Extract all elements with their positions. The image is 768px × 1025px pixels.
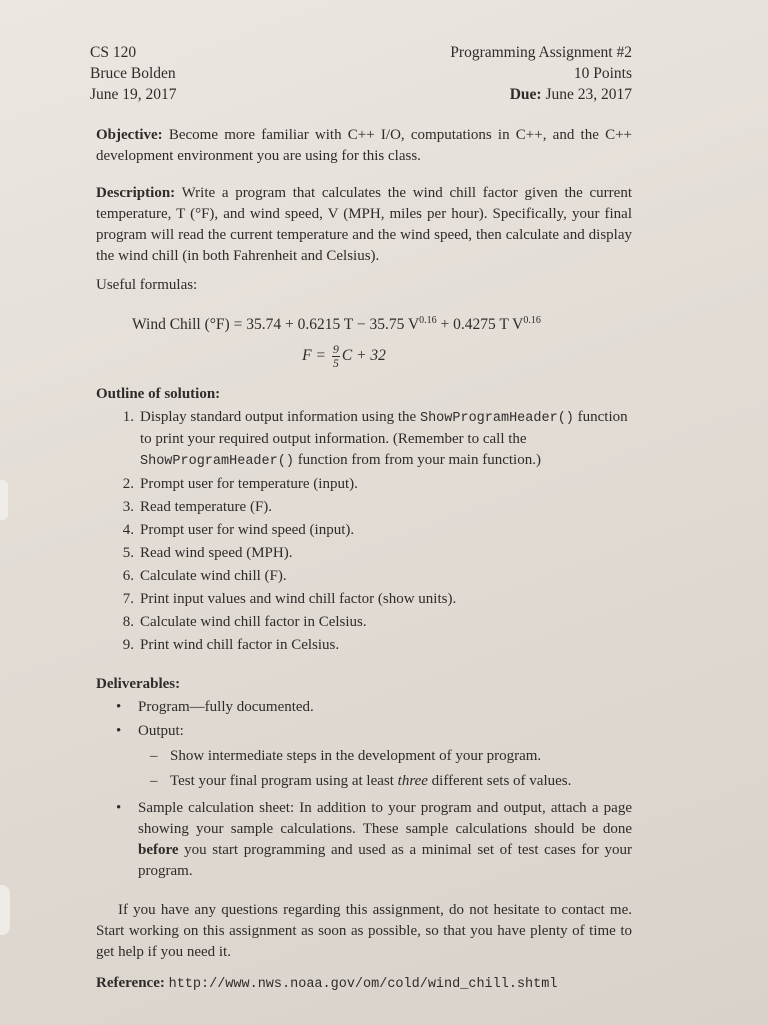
item-number: 4. bbox=[122, 522, 134, 538]
formula-part: F = bbox=[302, 347, 326, 365]
list-item bbox=[104, 589, 632, 610]
code-function-name: ShowProgramHeader() bbox=[419, 411, 574, 426]
due-date: June 23, 2017 bbox=[545, 86, 632, 103]
objective-label: Objective: bbox=[96, 127, 163, 143]
text-part: you start programming and used as a minimal set of test cases for your program. bbox=[138, 842, 632, 879]
fraction bbox=[332, 343, 340, 370]
item-number: 1. bbox=[122, 409, 134, 425]
description bbox=[96, 183, 632, 267]
closing-paragraph: If you have any questions regarding this assignment, do not hesitate to contact me. Start working on this assignment as soon as possible, so that you have plenty of time to get help if you need it. bbox=[96, 902, 632, 960]
dash-icon: – bbox=[150, 773, 158, 789]
conversion-formula bbox=[56, 343, 632, 370]
list-item bbox=[104, 474, 632, 495]
points: 10 Points bbox=[573, 65, 632, 82]
description-label: Description: bbox=[96, 185, 176, 201]
paper-edge bbox=[0, 480, 8, 520]
list-item bbox=[116, 697, 632, 718]
text-part: function to print your required output information. (Remember to call the bbox=[140, 409, 628, 447]
item-number: 5. bbox=[122, 545, 134, 561]
header-left bbox=[90, 42, 177, 105]
formula-part: + 0.4275 T V bbox=[436, 316, 524, 333]
item-text: Calculate wind chill (F). bbox=[140, 568, 287, 584]
list-item bbox=[116, 798, 632, 882]
header-right bbox=[450, 42, 632, 105]
outline-label: Outline of solution: bbox=[96, 386, 221, 402]
item-text: Calculate wind chill factor in Celsius. bbox=[140, 614, 367, 630]
paper-edge bbox=[0, 885, 10, 935]
item-text: Output: bbox=[138, 723, 184, 739]
due-label: Due: bbox=[509, 86, 542, 103]
list-item bbox=[104, 612, 632, 633]
reference-url[interactable]: http://www.nws.noaa.gov/om/cold/wind_chill.shtml bbox=[168, 977, 558, 992]
numerator: 9 bbox=[332, 342, 339, 356]
list-item bbox=[104, 407, 632, 472]
item-text: Read wind speed (MPH). bbox=[140, 545, 293, 561]
text-part: Display standard output information using the bbox=[140, 409, 420, 425]
deliverables-label: Deliverables: bbox=[96, 676, 181, 692]
list-item bbox=[104, 635, 632, 656]
item-text: Print wind chill factor in Celsius. bbox=[140, 637, 340, 653]
author: Bruce Bolden bbox=[90, 65, 176, 82]
formula-exponent: 0.16 bbox=[523, 314, 541, 326]
item-text: Prompt user for temperature (input). bbox=[140, 476, 358, 492]
item-text bbox=[170, 771, 571, 792]
deliverables-list bbox=[116, 697, 632, 882]
item-text bbox=[138, 798, 632, 882]
bullet-icon: • bbox=[116, 699, 122, 715]
text-part: function from from your main function.) bbox=[293, 452, 541, 468]
objective-text: Become more familiar with C++ I/O, computations in C++, and the C++ development environment you are using for this class. bbox=[96, 127, 632, 164]
code-function-name: ShowProgramHeader() bbox=[140, 454, 294, 469]
dash-icon: – bbox=[150, 748, 158, 764]
assignment-page bbox=[90, 0, 632, 1025]
description-text: Write a program that calculates the wind chill factor given the current temperature, T (°F), and wind speed, V (MPH, miles per hour). Specifically, your final program will read the current temperature and the wind speed, then calculate and display the wind chill (in both Fahrenheit and Celsius). bbox=[96, 185, 632, 264]
formula-part: Wind Chill (°F) = 35.74 + 0.6215 T − 35.75 V bbox=[132, 316, 420, 333]
text-part: different sets of values. bbox=[427, 773, 572, 789]
list-item bbox=[104, 566, 632, 587]
sub-list-item bbox=[150, 771, 632, 792]
text-part: Test your final program using at least bbox=[170, 773, 398, 789]
list-item bbox=[116, 721, 632, 742]
due bbox=[450, 84, 632, 105]
text-part: Sample calculation sheet: In addition to your program and output, attach a page showing your sample calculations. These sample calculations should be done bbox=[138, 800, 632, 837]
sub-list-item bbox=[150, 746, 632, 767]
date: June 19, 2017 bbox=[90, 86, 177, 103]
objective bbox=[96, 125, 632, 167]
list-item bbox=[104, 497, 632, 518]
formula-part: C + 32 bbox=[341, 347, 386, 365]
item-number: 2. bbox=[122, 476, 134, 492]
windchill-formula bbox=[132, 314, 632, 335]
item-number: 8. bbox=[122, 614, 134, 630]
course: CS 120 bbox=[90, 44, 137, 61]
formula-exponent: 0.16 bbox=[419, 314, 437, 326]
item-text: Read temperature (F). bbox=[140, 499, 273, 515]
item-number: 6. bbox=[122, 568, 134, 584]
formulas-label: Useful formulas: bbox=[96, 277, 198, 293]
item-text: Print input values and wind chill factor (show units). bbox=[140, 591, 457, 607]
list-item bbox=[104, 520, 632, 541]
list-item bbox=[104, 543, 632, 564]
bullet-icon: • bbox=[116, 800, 122, 816]
item-text: Program—fully documented. bbox=[138, 699, 314, 715]
item-number: 9. bbox=[122, 637, 134, 653]
emphasis: three bbox=[397, 773, 428, 789]
reference-label: Reference: bbox=[96, 975, 165, 991]
assignment-title: Programming Assignment #2 bbox=[450, 44, 632, 61]
item-number: 7. bbox=[122, 591, 134, 607]
bullet-icon: • bbox=[116, 723, 122, 739]
item-text: Show intermediate steps in the development of your program. bbox=[170, 748, 542, 764]
emphasis: before bbox=[138, 842, 179, 858]
item-number: 3. bbox=[122, 499, 134, 515]
reference bbox=[96, 973, 632, 995]
outline-list bbox=[104, 407, 632, 656]
header bbox=[90, 42, 632, 105]
item-text: Prompt user for wind speed (input). bbox=[140, 522, 355, 538]
item-text bbox=[140, 407, 632, 472]
denominator: 5 bbox=[332, 356, 339, 370]
